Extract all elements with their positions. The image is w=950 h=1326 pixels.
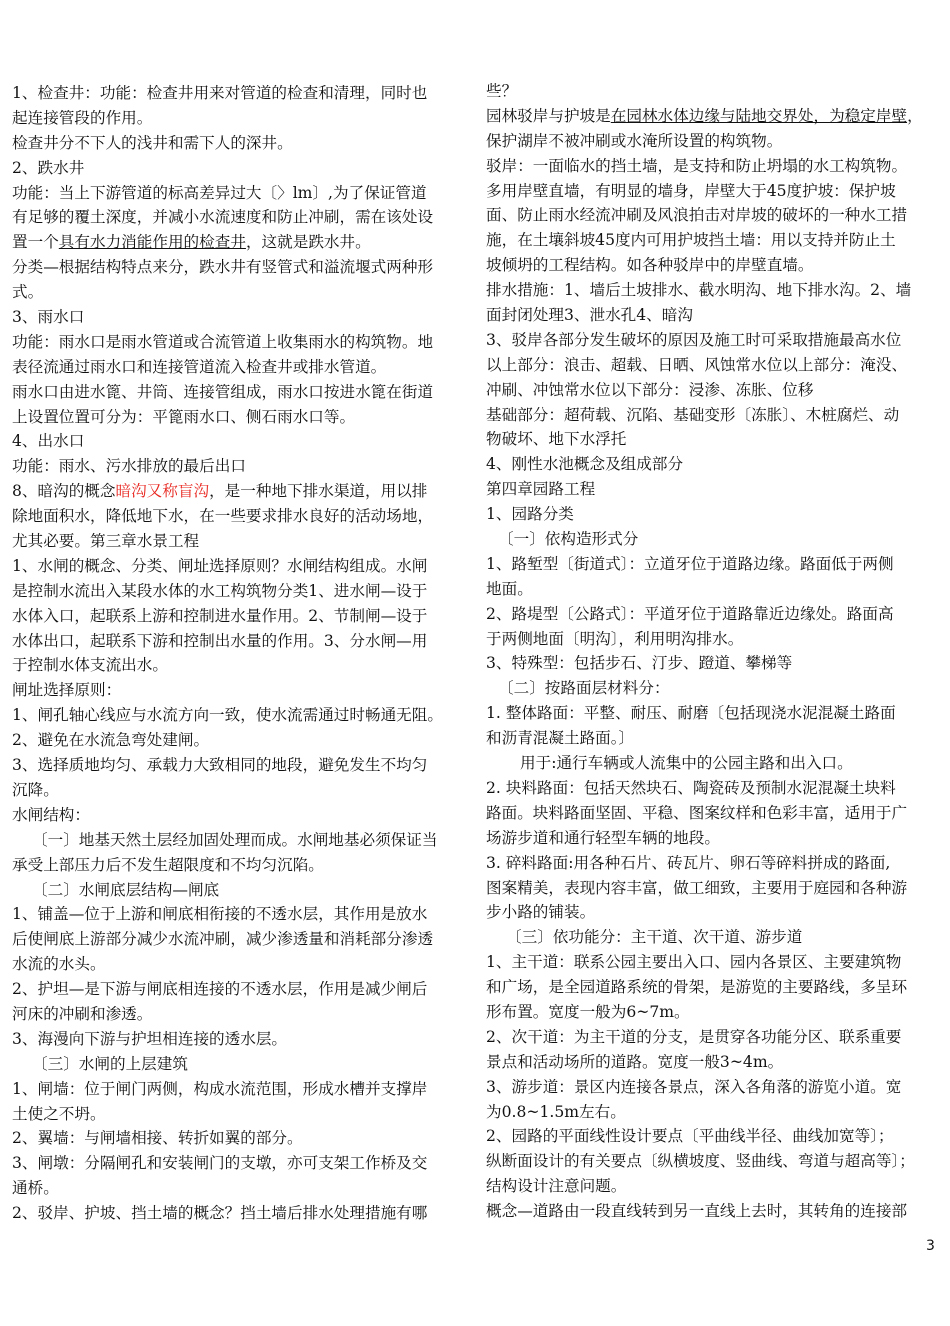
text-line: 分类—根据结构特点来分，跌水井有竖管式和溢流堰式两种形 bbox=[12, 258, 434, 277]
text-line: 表径流通过雨水口和连接管道流入检查井或排水管道。 bbox=[12, 357, 387, 376]
text-line: 4、出水口 bbox=[12, 432, 85, 451]
text-line: 3、海漫向下游与护坦相连接的透水层。 bbox=[12, 1029, 288, 1048]
text-line: 2、护坦—是下游与闸底相连接的不透水层，作用是减少闸后 bbox=[12, 980, 428, 999]
text-line: 以上部分：浪击、超载、日晒、风蚀常水位以上部分：淹没、 bbox=[486, 355, 908, 374]
text-line bbox=[12, 479, 474, 504]
text-line: 水体出口，起联系下游和控制出水量的作用。3、分水闸—用 bbox=[12, 631, 428, 650]
text-line: 3. 碎料路面:用各种石片、砖瓦片、卵石等碎料拼成的路面, bbox=[486, 853, 891, 872]
text-line: 〔三〕依功能分：主干道、次干道、游步道 bbox=[506, 928, 803, 947]
text-line: 2、翼墙：与闸墙相接、转折如翼的部分。 bbox=[12, 1129, 303, 1148]
text-line: 3、选择质地均匀、承载力大致相同的地段，避免发生不均匀 bbox=[12, 756, 428, 775]
text-line: 第四章园路工程 bbox=[486, 480, 596, 499]
underlined-text: 具有水力消能作用的检查井 bbox=[58, 233, 246, 252]
text-line: 有足够的覆土深度，并减小水流速度和防止冲刷，需在该处设 bbox=[12, 208, 434, 227]
text-line: 结构设计注意问题。 bbox=[486, 1177, 627, 1196]
text-line: 2. 块料路面：包括天然块石、陶瓷砖及预制水泥混凝土块料 bbox=[486, 778, 896, 797]
text-run: 园林驳岸与护坡是 bbox=[486, 106, 611, 125]
text-line: 3、闸墩：分隔闸孔和安装闸门的支墩，亦可支架工作桥及交 bbox=[12, 1154, 428, 1173]
text-line: 些？ bbox=[486, 82, 518, 100]
text-line: 排水措施：1、墙后土坡排水、截水明沟、地下排水沟。2、墙 bbox=[486, 281, 912, 300]
text-line: 为0.8~1.5m左右。 bbox=[486, 1102, 626, 1121]
text-line: 基础部分：超荷载、沉陷、基础变形〔冻胀〕、木桩腐烂、动 bbox=[486, 405, 900, 424]
text-line: 〔二〕水闸底层结构—闸底 bbox=[32, 880, 220, 899]
text-line: 〔一〕地基天然土层经加固处理而成。水闸地基必须保证当 bbox=[32, 830, 438, 849]
text-line: 地面。 bbox=[486, 579, 533, 598]
text-line: 水流的水头。 bbox=[12, 955, 106, 974]
text-line: 检查井分不下人的浅井和需下人的深井。 bbox=[12, 133, 293, 152]
text-line: 后使闸底上游部分减少水流冲刷，减少渗透量和消耗部分渗透 bbox=[12, 930, 434, 949]
text-line: 面、防止雨水经流冲刷及风浪拍击对岸坡的破坏的一种水工措 bbox=[486, 206, 908, 225]
text-line: 1、园路分类 bbox=[486, 505, 574, 524]
highlighted-text: 暗沟又称盲沟 bbox=[115, 482, 210, 501]
text-line: 1、主干道：联系公园主要出入口、园内各景区、主要建筑物 bbox=[486, 953, 902, 972]
text-line: 2、避免在水流急弯处建闸。 bbox=[12, 731, 210, 750]
text-line: 功能：雨水、污水排放的最后出口 bbox=[12, 457, 246, 476]
text-line: 1、铺盖—位于上游和闸底相衔接的不透水层，其作用是放水 bbox=[12, 905, 428, 924]
text-line: 闸址选择原则： bbox=[12, 681, 122, 700]
text-run: 置一个 bbox=[12, 233, 59, 252]
text-line: 1. 整体路面：平整、耐压、耐磨〔包括现浇水泥混凝土路面 bbox=[486, 704, 896, 723]
text-line: 步小路的铺装。 bbox=[486, 903, 596, 922]
text-line: 3、游步道：景区内连接各景点，深入各角落的游览小道。宽 bbox=[486, 1077, 902, 1096]
text-run: 8、暗沟的概念 bbox=[12, 482, 116, 501]
text-line: 和沥青混凝土路面。〕 bbox=[486, 729, 635, 748]
text-line: 1、闸孔轴心线应与水流方向一致，使水流需通过时畅通无阻。 bbox=[12, 706, 443, 725]
text-line: 施，在土壤斜坡45度内可用护坡挡土墙：用以支持并防止土 bbox=[486, 231, 896, 250]
text-line: 是控制水流出入某段水体的水工构筑物分类1、进水闸—设于 bbox=[12, 581, 428, 600]
text-line: 路面。块料路面坚固、平稳、图案纹样和色彩丰富，适用于广 bbox=[486, 803, 908, 822]
text-line: 冲刷、冲蚀常水位以下部分：浸渗、冻胀、位移 bbox=[486, 380, 814, 399]
left-column bbox=[12, 81, 474, 1226]
text-line: 水闸结构： bbox=[12, 805, 90, 824]
text-line: 保护湖岸不被冲刷或水淹所设置的构筑物。 bbox=[486, 131, 783, 150]
text-line: 于两侧地面〔明沟〕，利用明沟排水。 bbox=[486, 629, 744, 648]
text-line: 1、闸墙：位于闸门两侧，构成水流范围，形成水槽并支撑岸 bbox=[12, 1079, 428, 1098]
text-line: 物破坏、地下水浮托 bbox=[486, 430, 627, 449]
underlined-text: 在园林水体边缘与陆地交界处，为稳定岸壁 bbox=[610, 106, 908, 125]
text-line: 除地面积水，降低地下水，在一些要求排水良好的活动场地， bbox=[12, 507, 434, 526]
text-line: 图案精美，表现内容丰富，做工细致，主要用于庭园和各种游 bbox=[486, 878, 908, 897]
text-line: 〔三〕水闸的上层建筑 bbox=[32, 1054, 188, 1073]
text-line: 土使之不坍。 bbox=[12, 1104, 106, 1123]
text-line: 〔一〕依构造形式分 bbox=[498, 530, 639, 549]
text-line: 起连接管段的作用。 bbox=[12, 108, 153, 127]
text-line: 通桥。 bbox=[12, 1179, 59, 1198]
page-number: 3 bbox=[926, 1238, 935, 1254]
text-line: 尤其必要。第三章水景工程 bbox=[12, 532, 200, 551]
text-line: 场游步道和通行轻型车辆的地段。 bbox=[486, 828, 720, 847]
text-line: 沉降。 bbox=[12, 780, 59, 799]
text-line: 1、检查井：功能：检查井用来对管道的检查和清理，同时也 bbox=[12, 84, 428, 102]
text-line: 承受上部压力后不发生超限度和不均匀沉陷。 bbox=[12, 855, 324, 874]
text-run: ， bbox=[907, 106, 923, 125]
text-line: 概念—道路由一段直线转到另一直线上去时，其转角的连接部 bbox=[486, 1202, 908, 1221]
text-line: 和广场，是全园道路系统的骨架，是游览的主要路线，多呈环 bbox=[486, 978, 908, 997]
text-run: ，这就是跌水井。 bbox=[245, 233, 371, 252]
text-run: ，是一种地下排水渠道，用以排 bbox=[209, 482, 428, 501]
text-line: 〔二〕按路面层材料分： bbox=[498, 679, 670, 698]
text-line: 功能：雨水口是雨水管道或合流管道上收集雨水的构筑物。地 bbox=[12, 332, 434, 351]
text-line: 2、园路的平面线性设计要点〔平曲线半径、曲线加宽等〕； bbox=[486, 1127, 894, 1146]
text-line: 驳岸：一面临水的挡土墙，是支持和防止坍塌的水工构筑物。 bbox=[486, 156, 908, 175]
text-line: 上设置位置可分为：平篦雨水口、侧石雨水口等。 bbox=[12, 407, 356, 426]
text-line: 式。 bbox=[12, 283, 44, 302]
text-line: 1、水闸的概念、分类、闸址选择原则？水闸结构组成。水闸 bbox=[12, 556, 428, 575]
text-line: 4、刚性水池概念及组成部分 bbox=[486, 455, 684, 474]
text-line: 纵断面设计的有关要点〔纵横坡度、竖曲线、弯道与超高等〕； bbox=[486, 1152, 915, 1171]
text-line: 2、路堤型〔公路式〕：平道牙位于道路靠近边缘处。路面高 bbox=[486, 604, 894, 623]
text-line: 多用岸壁直墙，有明显的墙身，岸壁大于45度护坡：保护坡 bbox=[486, 181, 896, 200]
text-line: 2、次干道：为主干道的分支，是贯穿各功能分区、联系重要 bbox=[486, 1027, 902, 1046]
text-line: 于控制水体支流出水。 bbox=[12, 656, 168, 675]
text-line bbox=[12, 230, 474, 255]
text-line bbox=[486, 104, 948, 129]
text-line: 3、雨水口 bbox=[12, 308, 85, 327]
text-line: 坡倾坍的工程结构。如各种驳岸中的岸壁直墙。 bbox=[486, 256, 814, 275]
text-line: 2、驳岸、护坡、挡土墙的概念？挡土墙后排水处理措施有哪 bbox=[12, 1204, 428, 1223]
text-line: 景点和活动场所的道路。宽度一般3~4m。 bbox=[486, 1052, 784, 1071]
text-line: 功能：当上下游管道的标高差异过大〔〉lm〕,为了保证管道 bbox=[12, 183, 427, 202]
text-line: 面封闭处理3、泄水孔4、暗沟 bbox=[486, 306, 693, 325]
text-line: 水体入口，起联系上游和控制进水量作用。2、节制闸—设于 bbox=[12, 606, 428, 625]
text-line: 河床的冲刷和渗透。 bbox=[12, 1004, 153, 1023]
text-line: 雨水口由进水篦、井筒、连接管组成，雨水口按进水篦在街道 bbox=[12, 382, 434, 401]
text-line: 3、驳岸各部分发生破坏的原因及施工时可采取措施最高水位 bbox=[486, 330, 902, 349]
text-line: 2、跌水井 bbox=[12, 158, 85, 177]
text-line: 1、路堑型〔街道式〕：立道牙位于道路边缘。路面低于两侧 bbox=[486, 554, 894, 573]
text-line: 用于:通行车辆或人流集中的公园主路和出入口。 bbox=[520, 754, 853, 773]
text-line: 3、特殊型：包括步石、汀步、蹬道、攀梯等 bbox=[486, 654, 793, 673]
right-column bbox=[486, 79, 948, 1224]
text-line: 形布置。宽度一般为6~7m。 bbox=[486, 1002, 690, 1021]
